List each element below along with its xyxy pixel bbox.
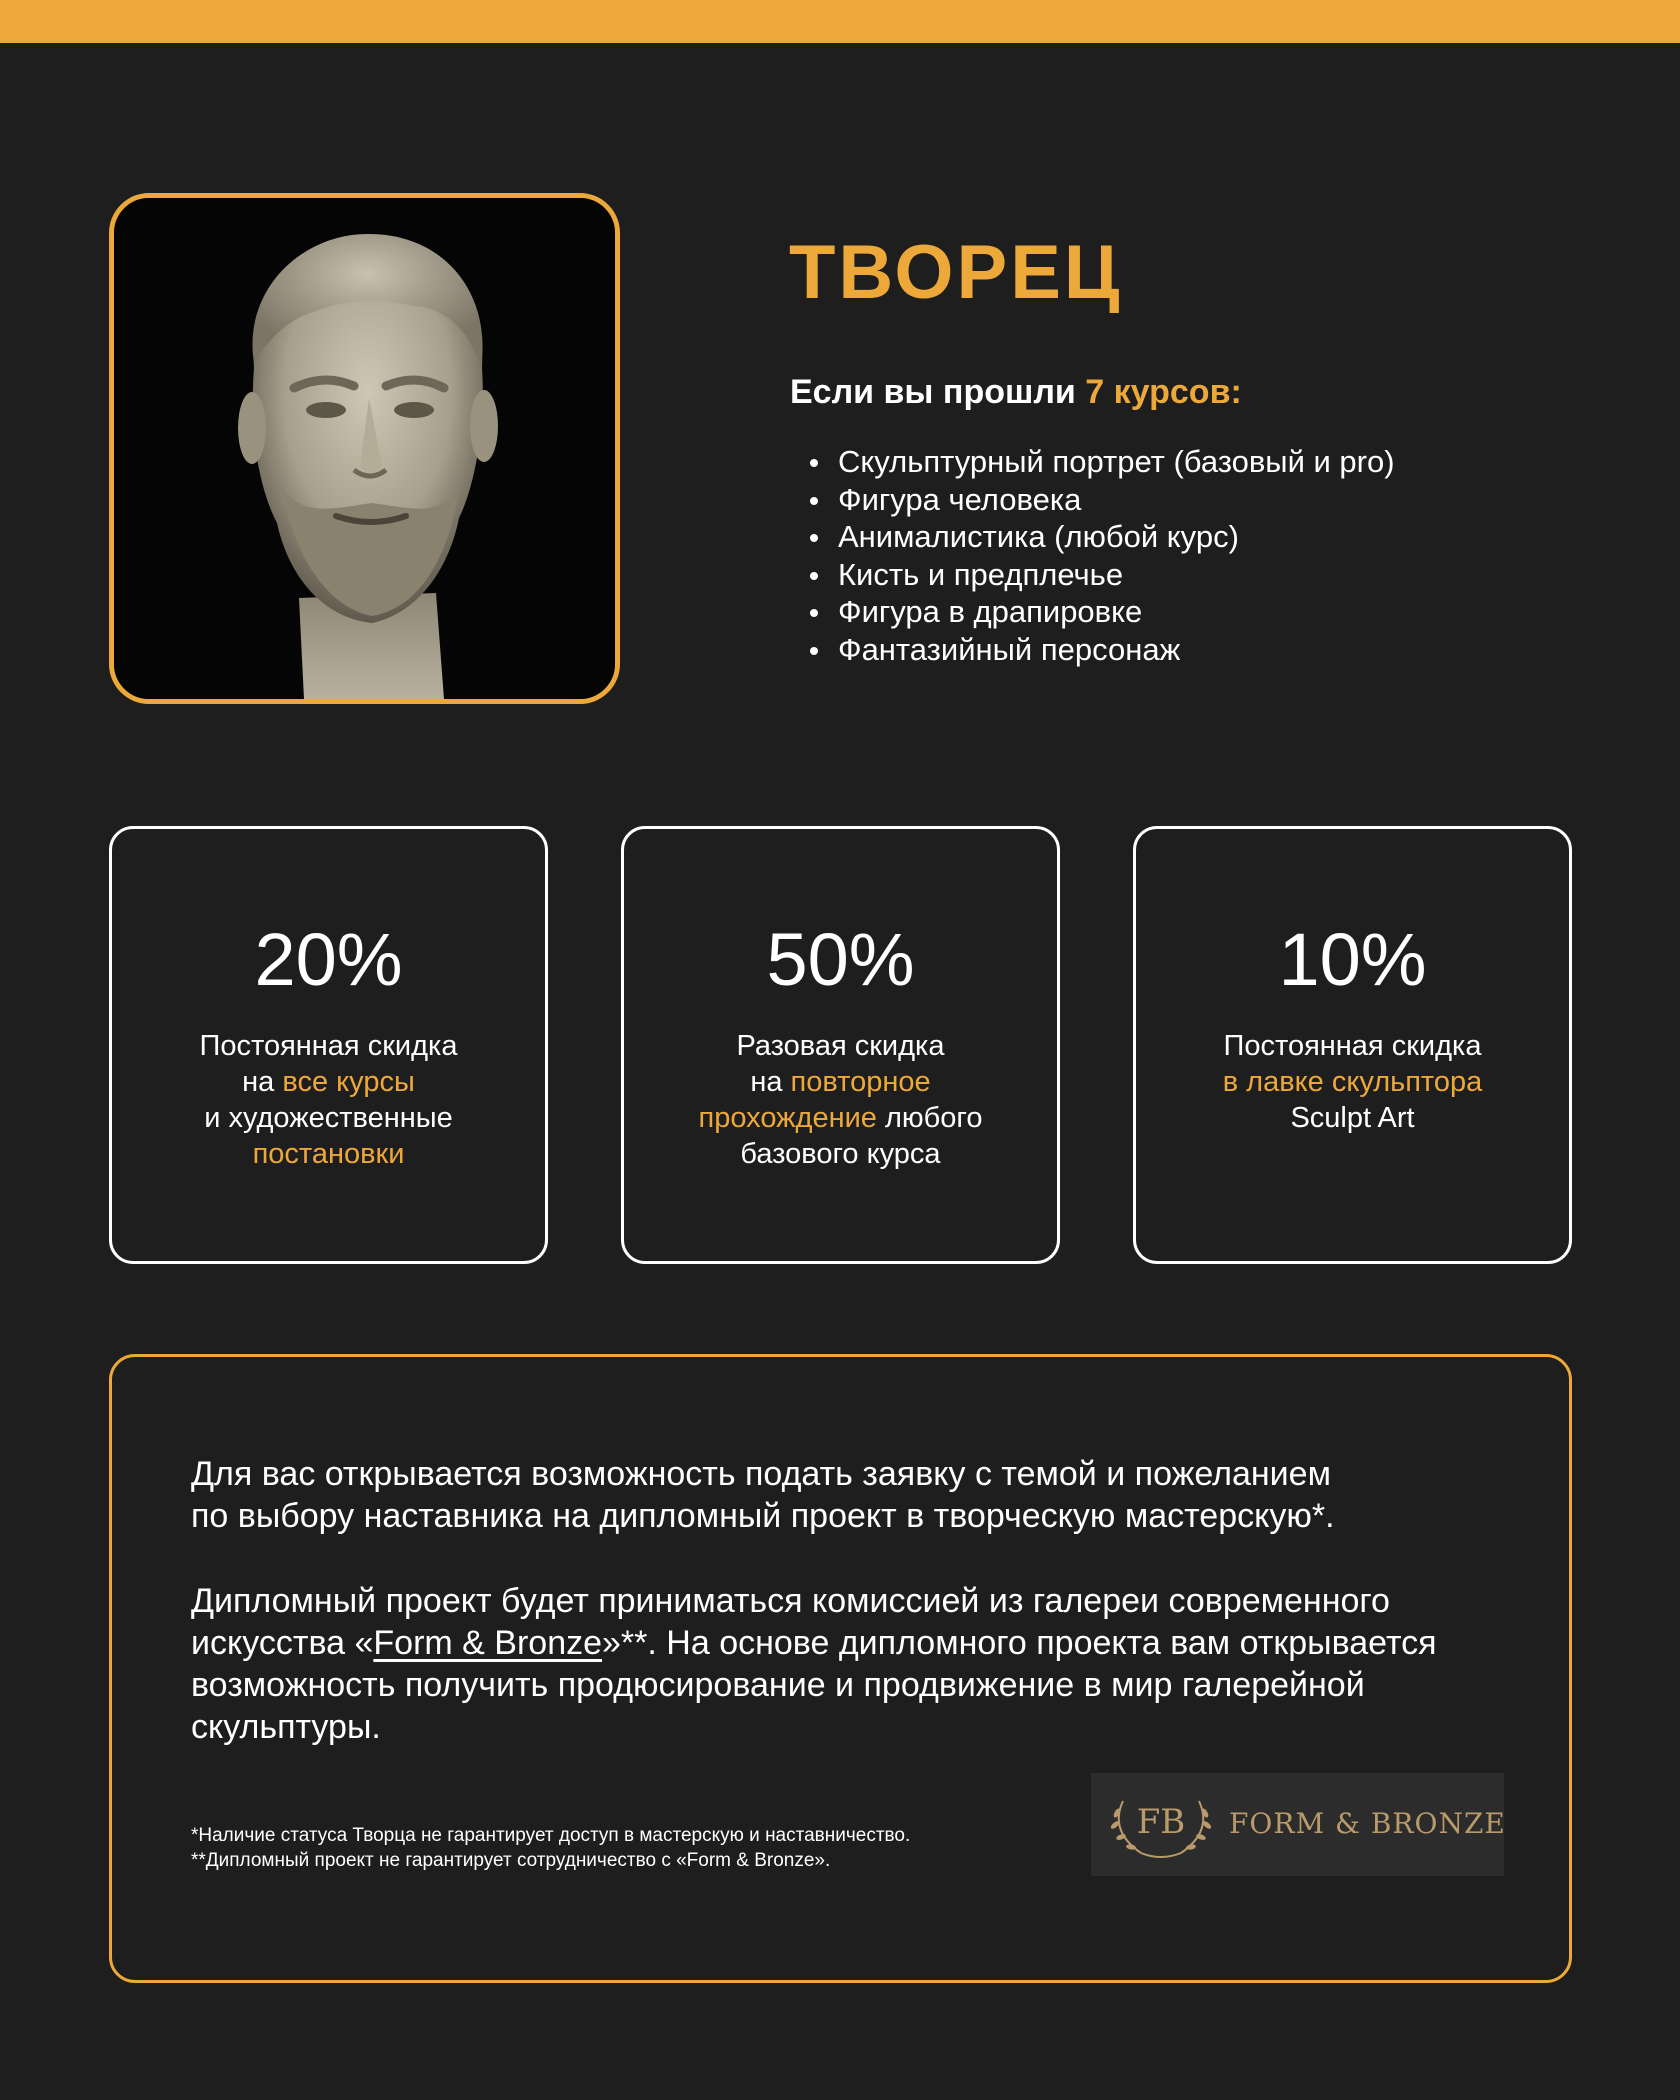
desc-line: базового курса: [740, 1138, 941, 1170]
footnote: *Наличие статуса Творца не гарантирует доступ в мастерскую и наставничество.: [191, 1825, 911, 1846]
desc-text: на: [242, 1066, 283, 1098]
desc-accent: повторное: [790, 1066, 931, 1098]
desc-line: Разовая скидка: [736, 1030, 945, 1062]
course-item: Скульптурный портрет (базовый и pro): [806, 443, 1395, 481]
desc-accent: в лавке скульптора: [1222, 1066, 1483, 1098]
subtitle-highlight: 7 курсов:: [1085, 373, 1242, 411]
page-title: ТВОРЕЦ: [789, 230, 1123, 315]
info-line: скульптуры.: [191, 1708, 381, 1746]
desc-accent: все курсы: [282, 1066, 415, 1098]
info-line: [191, 1622, 1531, 1664]
info-line: Для вас открывается возможность подать заявку с темой и пожеланием: [191, 1455, 1331, 1493]
discount-card-shop: [1133, 826, 1572, 1264]
sculpture-portrait-image: [109, 193, 620, 704]
discount-percent: 20%: [254, 918, 403, 1001]
desc-text: любого: [876, 1102, 983, 1134]
courses-subtitle: [790, 370, 1242, 414]
course-item: Фантазийный персонаж: [806, 631, 1395, 669]
form-bronze-link[interactable]: Form & Bronze: [373, 1624, 603, 1662]
discount-description: [132, 1028, 525, 1172]
discount-description: [644, 1028, 1037, 1172]
desc-line: Sculpt Art: [1290, 1102, 1415, 1134]
discount-percent: 50%: [766, 918, 915, 1001]
laurel-monogram-icon: [1101, 1781, 1221, 1869]
course-list: [806, 443, 1395, 668]
info-text: »**. На основе дипломного проекта вам открывается: [602, 1624, 1437, 1662]
logo-text: FORM & BRONZE: [1229, 1807, 1506, 1840]
course-item: Анималистика (любой курс): [806, 518, 1395, 556]
course-item: Кисть и предплечье: [806, 556, 1395, 594]
discount-percent: 10%: [1278, 918, 1427, 1001]
discount-description: [1156, 1028, 1549, 1136]
desc-accent: постановки: [252, 1138, 405, 1170]
desc-line: и художественные: [204, 1102, 453, 1134]
info-paragraph-diploma: [191, 1580, 1531, 1748]
info-line: Дипломный проект будет приниматься комиссией из галереи современного: [191, 1582, 1390, 1620]
subtitle-prefix: Если вы прошли: [790, 373, 1076, 411]
discount-card-courses: [109, 826, 548, 1264]
discount-card-repeat: [621, 826, 1060, 1264]
desc-line: Постоянная скидка: [1223, 1030, 1482, 1062]
desc-line: [644, 1064, 1037, 1100]
info-paragraph-application: [191, 1453, 1531, 1537]
desc-text: на: [750, 1066, 791, 1098]
desc-line: [644, 1100, 1037, 1136]
desc-line: Постоянная скидка: [199, 1030, 458, 1062]
desc-line: [132, 1064, 525, 1100]
footnotes: [191, 1823, 910, 1873]
course-item: Фигура человека: [806, 481, 1395, 519]
course-item: Фигура в драпировке: [806, 593, 1395, 631]
diploma-info-panel: [109, 1354, 1572, 1983]
form-bronze-logo: [1091, 1773, 1504, 1876]
desc-accent: прохождение: [698, 1102, 877, 1134]
info-text: искусства «: [191, 1624, 374, 1662]
top-accent-bar: [0, 0, 1680, 43]
info-line: возможность получить продюсирование и продвижение в мир галерейной: [191, 1666, 1365, 1704]
logo-monogram: FB: [1136, 1802, 1186, 1842]
footnote: **Дипломный проект не гарантирует сотрудничество с «Form & Bronze».: [191, 1850, 831, 1871]
info-line: по выбору наставника на дипломный проект в творческую мастерскую*.: [191, 1497, 1335, 1535]
